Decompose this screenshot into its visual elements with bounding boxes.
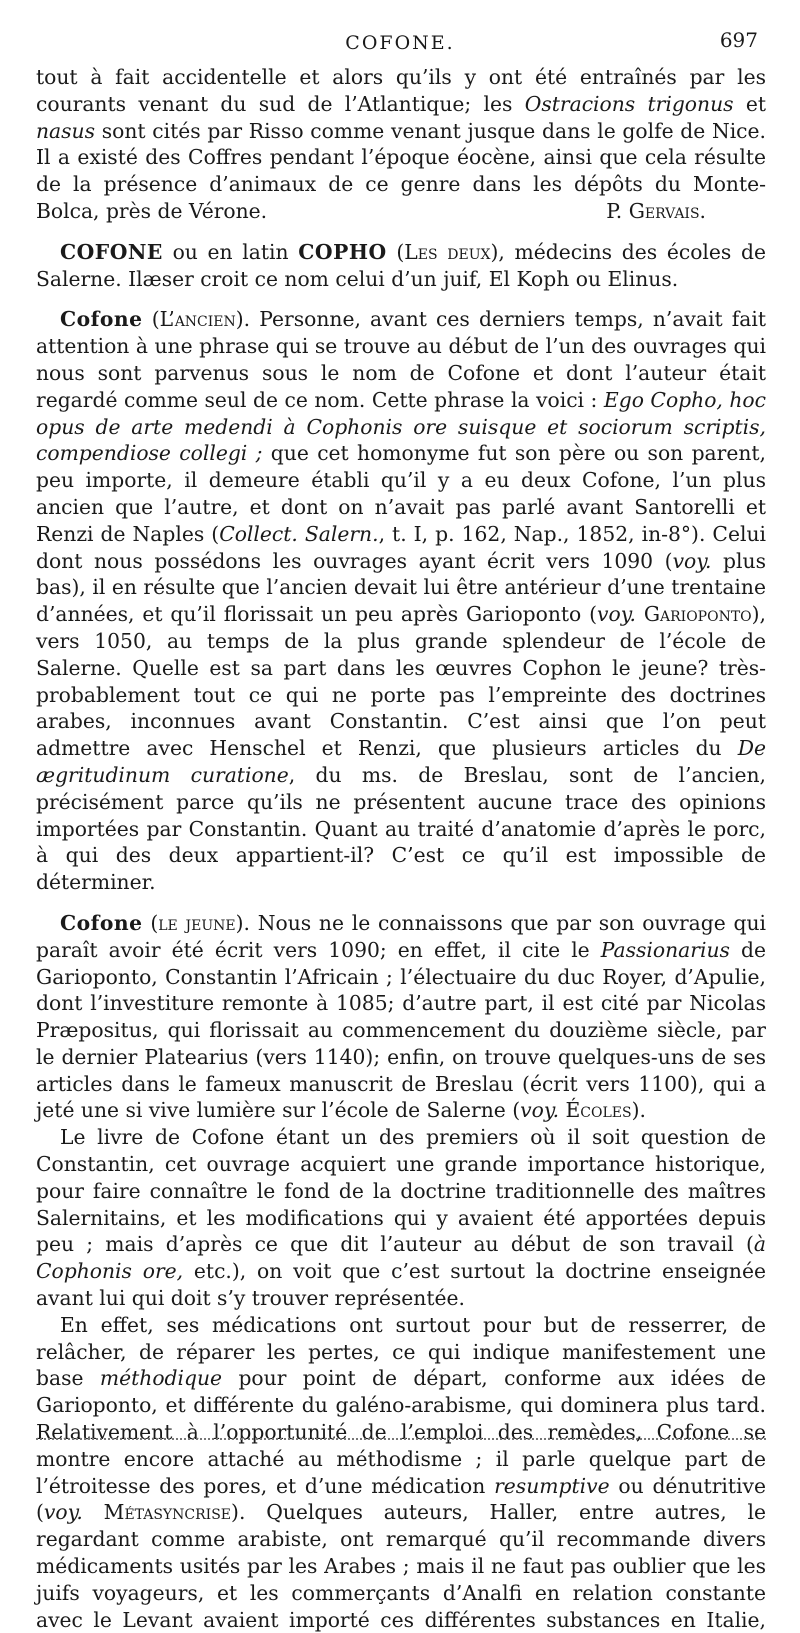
page-number: 697 — [719, 28, 758, 52]
body-text — [36, 64, 766, 1633]
headword: COFONE — [60, 239, 163, 264]
text-run: ). — [631, 1098, 646, 1123]
citation-title: De ægritudinum curatione — [36, 736, 766, 787]
text-run — [83, 1500, 104, 1524]
text-run: tout à fait accidentelle et alors qu’ils y ont été entraînés par les courants venant du sud de l’Atlantique; les — [36, 65, 766, 116]
emphasis: resumptive — [494, 1473, 610, 1498]
citation-title: Collect. Salern. — [219, 521, 379, 546]
cross-ref: voy. — [597, 602, 636, 627]
emphasis: méthodique — [99, 1366, 223, 1391]
latin-quote: Ego Copho, hoc opus de arte medendi à Cophonis ore suisque et sociorum scriptis, compendiose collegi ; — [36, 387, 766, 466]
running-title: COFONE. — [345, 32, 455, 54]
text-run: ( — [142, 307, 160, 332]
text-run: ( — [386, 239, 405, 264]
species-name: nasus — [36, 118, 96, 143]
text-run: , du ms. de Breslau, sont de l’ancien, précisément parce qu’ils ne présentent aucune trace des opinions importées par Constantin. Quant au traité d’anatomie d’après le porc, à qui des deux appartient-il? C’est ce qu’il est impossible de déterminer. — [36, 762, 766, 895]
text-run: sont cités par Risso comme venant jusque dans le golfe de Nice. Il a existé des Coffres pendant l’époque éocène, ainsi que cela résulte de la présence d’animaux de ce genre dans les dépôts du Monte-Bolca, près de Vérone. — [36, 118, 766, 223]
cross-ref: voy. — [672, 548, 712, 573]
paragraph-medications — [36, 1312, 766, 1633]
cross-ref-target: Garioponto — [643, 602, 752, 627]
text-run — [636, 602, 644, 626]
page-header — [0, 28, 800, 60]
text-run: ou en latin — [162, 239, 299, 264]
entry-cofone-jeune — [36, 910, 766, 1124]
text-run: ), vers 1050, au temps de la plus grande splendeur de l’école de Salerne. Quelle est sa part dans les œuvres Cophon le jeune? très-probablement tout ce qui ne porte pas l’empreinte des doctrines arabes, inconnues avant Constantin. C’est ainsi que l’on peut admettre avec Henschel et Renzi, que plusieurs articles du — [36, 602, 766, 761]
footer-dotted-rule — [36, 1438, 766, 1440]
author-signature: P. Gervais. — [606, 198, 706, 223]
text-run: ( — [142, 910, 159, 935]
text-run: et — [733, 91, 766, 116]
text-run: que cet homonyme fut son père ou son parent, peu importe, il demeure établi qu’il y a eu deux Cofone, l’un plus ancien que l’autre, et dont on n’avait pas parlé avant Santorelli et Renzi de Naples ( — [36, 441, 766, 546]
qualifier: le jeune — [158, 910, 236, 935]
species-name: Ostracions trigonus — [524, 91, 734, 116]
entry-cofone — [36, 239, 766, 293]
text-run: de Garioponto, Constantin l’Africain ; l’électuaire du duc Royer, d’Apulie, dont l’investiture remonte à 1085; d’autre part, il est cité par Nicolas Præpositus, qui florissait au commencement du douzième siècle, par le dernier Platearius (vers 1140); enfin, on trouve quelques-uns de ses articles dans le fameux manuscrit de Breslau (écrit vers 1100), qui a jeté une si vive lumière sur l’école de Salerne ( — [36, 937, 766, 1123]
text-run: ou dénutritive ( — [36, 1473, 766, 1525]
subheadword: Cofone — [60, 307, 143, 332]
text-run: , t. I, p. 162, Nap., 1852, in-8°). Celui dont nous possédons les ouvrages ayant écrit vers 1090 ( — [36, 521, 766, 573]
text-run: Le livre de Cofone étant un des premiers où il soit question de Constantin, cet ouvrage acquiert une grande importance historique, pour faire connaître le fond de la doctrine traditionnelle des maîtres Salernitains, et les modifications qui y avaient été apportées depuis peu ; mais d’après ce que dit l’auteur au début de son travail ( — [36, 1125, 766, 1257]
text-run: pour point de départ, conforme aux idées de Garioponto, et différente du galéno-arabisme, qui dominera plus tard. Relativement à l’opportunité de l’emploi des remèdes, Cofone se montre encore attaché au méthodisme ; il parle quelque part de l’étroitesse des pores, et d’une médication — [36, 1366, 766, 1498]
cross-ref-target: Écoles — [565, 1098, 632, 1123]
citation-title: Passionarius — [600, 937, 730, 962]
cross-ref: voy. — [43, 1500, 83, 1525]
text-run: ), médecins des écoles de Salerne. Ilæser croit ce nom celui d’un juif, El Koph ou Elinus. — [36, 239, 766, 291]
text-run: plus bas), il en résulte que l’ancien devait lui être antérieur d’une trentaine d’années, et qu’il florissait un peu après Garioponto ( — [36, 548, 766, 627]
text-run: En effet, ses médications ont surtout pour but de resserrer, de relâcher, de réparer les pertes, ce qui indique manifestement une base — [36, 1312, 766, 1391]
text-run: ). Quelques auteurs, Haller, entre autres, le regardant comme arabiste, ont remarqué qu’il recommande divers médicaments usités par les Arabes ; mais il ne faut pas oublier que les juifs voyageurs, et les commerçants d’Analfi en relation constante avec le Levant avaient importé ces différentes substances en Italie, — [36, 1500, 766, 1632]
text-run: etc.), on voit que c’est surtout la doctrine enseignée avant lui qui doit s’y trouver représentée. — [36, 1259, 766, 1311]
entry-cofone-ancien — [36, 306, 766, 896]
paragraph-livre — [36, 1124, 766, 1312]
qualifier: Les deux — [404, 239, 491, 264]
subheadword: Cofone — [60, 910, 143, 935]
cross-ref: voy. — [520, 1098, 560, 1123]
paragraph-coffre-end — [36, 64, 766, 225]
latin-quote: à Cophonis ore, — [36, 1232, 766, 1284]
text-run: ). Personne, avant ces derniers temps, n’avait fait attention à une phrase qui se trouve au début de l’un des ouvrages qui nous sont parvenus sous le nom de Cofone et dont l’auteur était regardé comme seul de ce nom. Cette phrase la voici : — [36, 307, 766, 412]
qualifier: L’ancien — [159, 307, 236, 332]
text-run: ). Nous ne le connaissons que par son ouvrage qui paraît avoir été écrit vers 1090; en effet, il cite le — [36, 910, 766, 962]
cross-ref-target: Métasyncrise — [103, 1500, 232, 1525]
latin-headword: COPHO — [298, 239, 387, 264]
